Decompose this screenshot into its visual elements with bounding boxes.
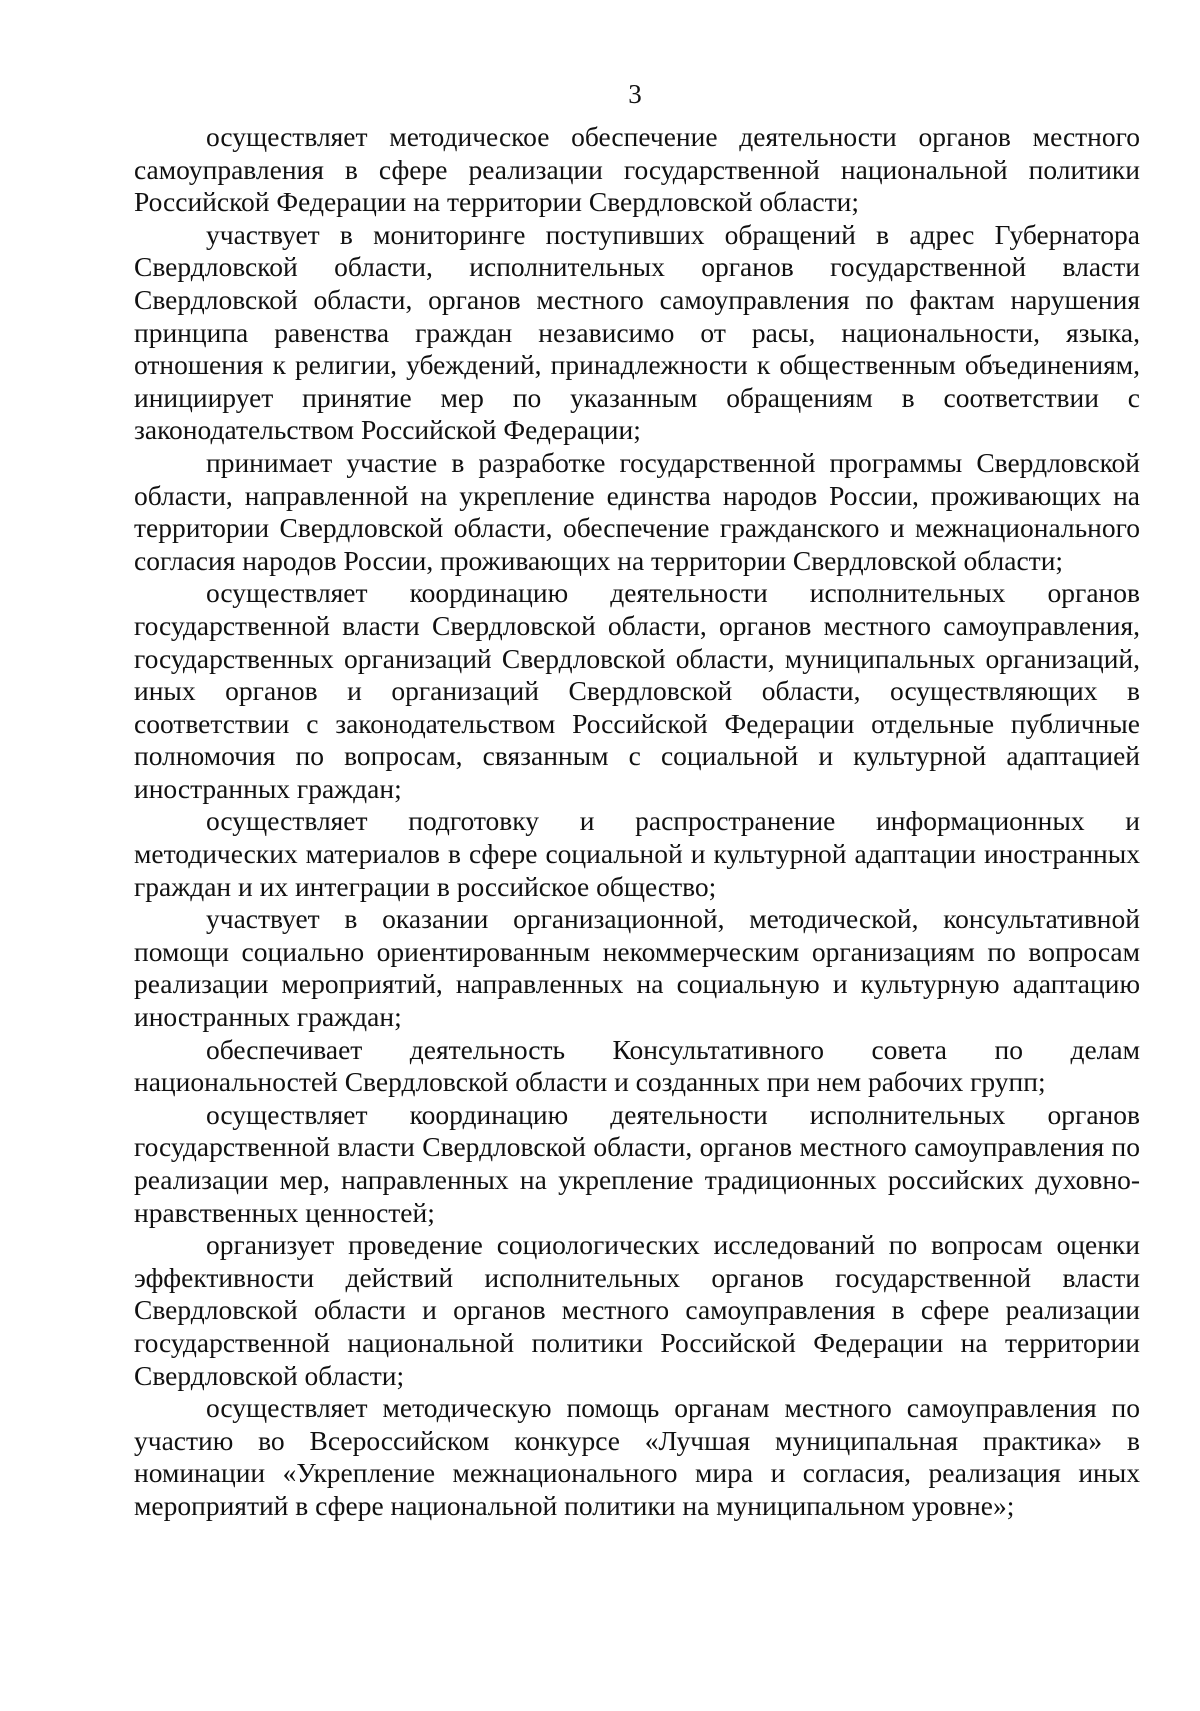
paragraph-10: осуществляет методическую помощь органам местного самоуправления по участию во Всероссийском конкурсе «Лучшая муниципальная практика» в номинации «Укрепление межнационального мира и согласия, реализация иных мероприятий в сфере национальной политики на муниципальном уровне»; bbox=[134, 1392, 1140, 1521]
paragraph-5: осуществляет подготовку и распространение информационных и методических материалов в сфере социальной и культурной адаптации иностранных граждан и их интеграции в российское общество; bbox=[134, 805, 1140, 902]
page-number: 3 bbox=[628, 79, 642, 109]
paragraph-3: принимает участие в разработке государственной программы Свердловской области, направленной на укрепление единства народов России, проживающих на территории Свердловской области, обеспечение гражданского и межнационального согласия народов России, проживающих на территории Свердловской области; bbox=[134, 446, 1140, 576]
paragraph-9: организует проведение социологических исследований по вопросам оценки эффективности действий исполнительных органов государственной власти Свердловской области и органов местного самоуправления в сфере реализации государственной национальной политики Российской Федерации на территории Свердловской области; bbox=[134, 1229, 1140, 1391]
paragraph-7: обеспечивает деятельность Консультативного совета по делам национальностей Свердловской области и созданных при нем рабочих групп; bbox=[134, 1033, 1140, 1098]
paragraph-8: осуществляет координацию деятельности исполнительных органов государственной власти Свердловской области, органов местного самоуправления по реализации мер, направленных на укрепление традиционных российских духовно-нравственных ценностей; bbox=[134, 1098, 1140, 1228]
paragraph-4: осуществляет координацию деятельности исполнительных органов государственной власти Свердловской области, органов местного самоуправления, государственных организаций Свердловской области, муниципальных организаций, иных органов и организаций Свердловской области, осуществляющих в соответствии с законодательством Российской Федерации отдельные публичные полномочия по вопросам, связанным с социальной и культурной адаптацией иностранных граждан; bbox=[134, 577, 1140, 804]
paragraph-1: осуществляет методическое обеспечение деятельности органов местного самоуправления в сфере реализации государственной национальной политики Российской Федерации на территории Свердловской области; bbox=[134, 121, 1140, 218]
paragraph-6: участвует в оказании организационной, методической, консультативной помощи социально ориентированным некоммерческим организациям по вопросам реализации мероприятий, направленных на социальную и культурную адаптацию иностранных граждан; bbox=[134, 903, 1140, 1033]
document-body bbox=[134, 121, 1140, 1523]
paragraph-2: участвует в мониторинге поступивших обращений в адрес Губернатора Свердловской области, исполнительных органов государственной власти Свердловской области, органов местного самоуправления по фактам нарушения принципа равенства граждан независимо от расы, национальности, языка, отношения к религии, убеждений, принадлежности к общественным объединениям, инициирует принятие мер по указанным обращениям в соответствии с законодательством Российской Федерации; bbox=[134, 218, 1140, 446]
